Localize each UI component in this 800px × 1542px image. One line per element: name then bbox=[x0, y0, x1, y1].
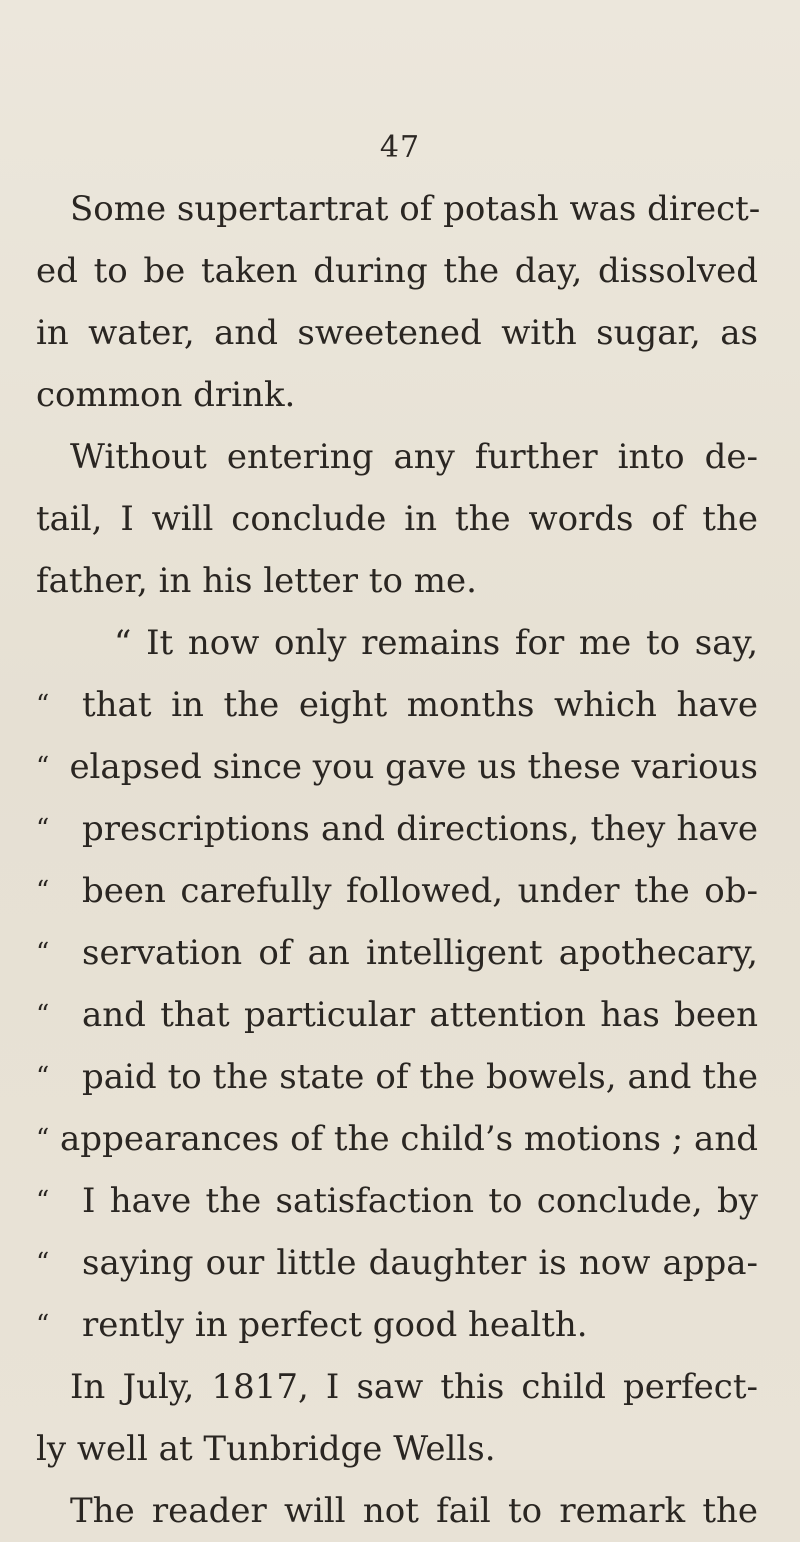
text-line: common drink. bbox=[36, 375, 296, 415]
quote-mark: “ bbox=[36, 876, 50, 906]
quoted-line-text: servation of an intelligent apothecary, bbox=[82, 933, 758, 973]
quoted-letter bbox=[36, 612, 758, 1356]
quote-mark: “ bbox=[36, 814, 50, 844]
quoted-line-text: prescriptions and directions, they have bbox=[82, 809, 758, 849]
text-line: ly well at Tunbridge Wells. bbox=[36, 1429, 496, 1469]
quoted-line bbox=[36, 736, 758, 798]
quote-mark: “ bbox=[36, 690, 50, 720]
text-line: ed to be taken during the day, dissolved bbox=[36, 251, 758, 291]
quoted-line-text: elapsed since you gave us these various bbox=[69, 747, 758, 787]
text-line: tail, I will conclude in the words of the bbox=[36, 499, 758, 539]
quoted-line bbox=[36, 1170, 758, 1232]
text-line: Without entering any further into de- bbox=[70, 437, 758, 477]
paragraph-5 bbox=[36, 1480, 758, 1542]
quoted-line-text: that in the eight months which have bbox=[82, 685, 758, 725]
quoted-line bbox=[36, 1294, 758, 1356]
paragraph-2 bbox=[36, 426, 758, 612]
page-number: 47 bbox=[379, 130, 421, 165]
quote-mark: “ bbox=[36, 1310, 50, 1340]
quote-mark: “ bbox=[36, 752, 50, 782]
text-line: In July, 1817, I saw this child perfect- bbox=[70, 1367, 758, 1407]
quoted-line-text: and that particular attention has been bbox=[82, 995, 758, 1035]
quote-mark: “ bbox=[36, 1186, 50, 1216]
page-text bbox=[36, 178, 761, 1542]
quote-opening-line: “ It now only remains for me to say, bbox=[114, 623, 758, 663]
text-line: father, in his letter to me. bbox=[36, 561, 477, 601]
paragraph-1 bbox=[36, 178, 761, 426]
quoted-line bbox=[36, 860, 758, 922]
quote-mark: “ bbox=[36, 1124, 50, 1154]
text-line: in water, and sweetened with sugar, as bbox=[36, 313, 758, 353]
quote-mark: “ bbox=[36, 938, 50, 968]
quoted-line-text: I have the satisfaction to conclude, by bbox=[82, 1181, 758, 1221]
quote-mark: “ bbox=[36, 1062, 50, 1092]
quote-mark: “ bbox=[36, 1000, 50, 1030]
quoted-line bbox=[36, 984, 758, 1046]
quoted-line bbox=[36, 798, 758, 860]
quoted-line-text: been carefully followed, under the ob- bbox=[82, 871, 758, 911]
quoted-line bbox=[36, 1232, 758, 1294]
quoted-line bbox=[36, 1046, 758, 1108]
quoted-line-text: saying our little daughter is now appa- bbox=[82, 1243, 758, 1283]
quoted-line-text: appearances of the child’s motions ; and bbox=[60, 1119, 758, 1159]
quote-mark: “ bbox=[36, 1248, 50, 1278]
text-line: The reader will not fail to remark the bbox=[70, 1491, 758, 1531]
quoted-line bbox=[36, 674, 758, 736]
paragraph-4 bbox=[36, 1356, 758, 1480]
quoted-line-text: paid to the state of the bowels, and the bbox=[82, 1057, 758, 1097]
quoted-line bbox=[36, 1108, 758, 1170]
quoted-line bbox=[36, 922, 758, 984]
text-line: Some supertartrat of potash was direct- bbox=[70, 189, 761, 229]
quoted-line-text: rently in perfect good health. bbox=[82, 1305, 588, 1345]
